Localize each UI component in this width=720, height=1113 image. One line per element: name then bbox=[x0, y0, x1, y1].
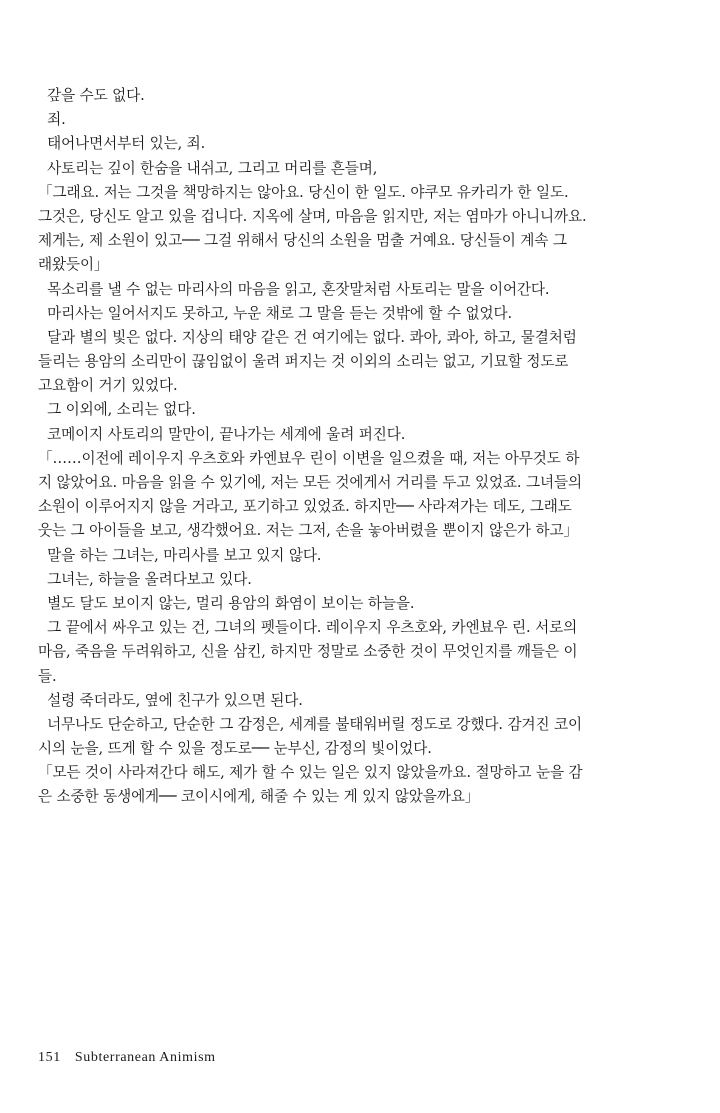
text-line: 래왔듯이」 bbox=[38, 256, 109, 274]
text-line: 「……이전에 레이우지 우츠호와 카엔뵤우 린이 이변을 일으켰을 때, 저는 아무것도 하 bbox=[38, 449, 580, 467]
text-line: 달과 별의 빛은 없다. 지상의 태양 같은 건 여기에는 없다. 콰아, 콰아, 하고, 물결처럼 bbox=[38, 328, 577, 346]
text-line: 웃는 그 아이들을 보고, 생각했어요. 저는 그저, 손을 놓아버렸을 뿐이지 않은가 하고」 bbox=[38, 522, 578, 540]
text-line: 들리는 용암의 소리만이 끊임없이 울려 퍼지는 것 이외의 소리는 없고, 기묘할 정도로 bbox=[38, 353, 569, 371]
text-line: 갚을 수도 없다. bbox=[38, 87, 145, 104]
page-number: 151 bbox=[38, 1050, 61, 1065]
body-text bbox=[38, 84, 690, 810]
text-line: 그녀는, 하늘을 올려다보고 있다. bbox=[38, 570, 252, 588]
text-line: 「그래요. 저는 그것을 책망하지는 않아요. 당신이 한 일도. 야쿠모 유카리가 한 일도. bbox=[38, 183, 569, 201]
text-line: 죄. bbox=[38, 111, 66, 129]
text-line: 너무나도 단순하고, 단순한 그 감정은, 세계를 불태워버릴 정도로 강했다. 감겨진 코이 bbox=[38, 715, 583, 733]
text-line: 소원이 이루어지지 않을 거라고, 포기하고 있었죠. 하지만── 사라져가는 데도, 그래도 bbox=[38, 498, 572, 516]
text-line: 마리사는 일어서지도 못하고, 누운 채로 그 말을 듣는 것밖에 할 수 없었다. bbox=[38, 304, 513, 322]
text-line: 지 않았어요. 마음을 읽을 수 있기에, 저는 모든 것에게서 거리를 두고 있었죠. 그녀들의 bbox=[38, 474, 583, 491]
text-line: 마음, 죽음을 두려워하고, 신을 삼킨, 하지만 정말로 소중한 것이 무엇인지를 깨들은 이 bbox=[38, 643, 578, 661]
text-line: 그것은, 당신도 알고 있을 겁니다. 지옥에 살며, 마음을 읽지만, 저는 염마가 아니니까요. bbox=[38, 207, 587, 225]
text-line: 사토리는 깊이 한숨을 내쉬고, 그리고 머리를 흔들며, bbox=[38, 159, 378, 177]
text-line: 그 끝에서 싸우고 있는 건, 그녀의 펫들이다. 레이우지 우츠호와, 카엔뵤우 린. 서로의 bbox=[38, 619, 578, 637]
text-line: 별도 달도 보이지 않는, 멀리 용암의 화염이 보이는 하늘을. bbox=[38, 594, 415, 612]
running-title: Subterranean Animism bbox=[74, 1050, 216, 1065]
page-footer bbox=[38, 1050, 216, 1066]
text-line: 「모든 것이 사라져간다 해도, 제가 할 수 있는 일은 있지 않았을까요. 절망하고 눈을 감 bbox=[38, 764, 583, 782]
text-line: 코메이지 사토리의 말만이, 끝나가는 세계에 울려 퍼진다. bbox=[38, 425, 406, 443]
text-line: 고요함이 거기 있었다. bbox=[38, 377, 178, 395]
text-line: 시의 눈을, 뜨게 할 수 있을 정도로── 눈부신, 감정의 빛이었다. bbox=[38, 740, 432, 758]
text-line: 그 이외에, 소리는 없다. bbox=[38, 401, 196, 419]
text-line: 은 소중한 동생에게── 코이시에게, 해줄 수 있는 게 있지 않았을까요」 bbox=[38, 788, 480, 806]
text-line: 들. bbox=[38, 667, 57, 685]
text-line: 말을 하는 그녀는, 마리사를 보고 있지 않다. bbox=[38, 546, 322, 564]
text-line: 제게는, 제 소원이 있고── 그걸 위해서 당신의 소원을 멈출 거예요. 당신들이 계속 그 bbox=[38, 232, 567, 250]
text-line: 태어나면서부터 있는, 죄. bbox=[38, 135, 206, 153]
text-line: 설령 죽더라도, 옆에 친구가 있으면 된다. bbox=[38, 691, 303, 709]
text-line: 목소리를 낼 수 없는 마리사의 마음을 읽고, 혼잣말처럼 사토리는 말을 이어간다. bbox=[38, 280, 550, 298]
